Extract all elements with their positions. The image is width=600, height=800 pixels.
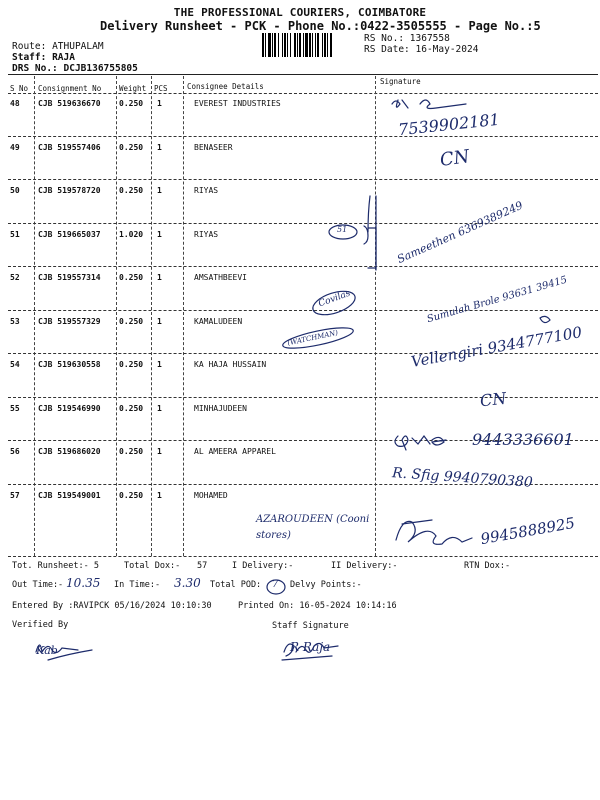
ii-delivery-label: II Delivery:- (331, 561, 398, 571)
out-time-value: 10.35 (66, 576, 101, 590)
row-pcs: 1 (157, 490, 162, 500)
handwriting-r55: 9443336601 (472, 430, 574, 449)
row-weight: 1.020 (119, 229, 144, 239)
handwriting-r57-note: AZAROUDEEN (Cooni stores) (256, 514, 370, 541)
entered-by: Entered By :RAVIPCK 05/16/2024 10:10:30 (12, 601, 212, 611)
rs-date-label: RS Date: (364, 44, 410, 55)
row-consignee: KA HAJA HUSSAIN (194, 360, 267, 369)
table-bottom-rule (8, 556, 598, 557)
row-cno: CJB 519557314 (38, 273, 101, 282)
rs-no-label: RS No.: (364, 33, 405, 44)
row-weight: 0.250 (119, 99, 144, 108)
staff-value: RAJA (52, 52, 75, 63)
row-pcs: 1 (157, 403, 162, 413)
handwriting-r49: CN (438, 146, 471, 171)
total-dox-label: Total Dox:- (124, 561, 181, 571)
verified-by-sign: Kab (36, 644, 58, 657)
row-sno: 54 (10, 360, 20, 369)
col-pcs: PCS (154, 84, 168, 93)
row-consignee: KAMALUDEEN (194, 316, 243, 326)
row-weight: 0.250 (119, 142, 144, 152)
row-cno: CJB 519630558 (38, 360, 101, 369)
verified-by-label: Verified By (12, 620, 69, 630)
row-pcs: 1 (157, 273, 162, 282)
row-consignee: MINHAJUDEEN (194, 403, 247, 413)
row-sno: 51 (10, 229, 20, 239)
col-sno: S No (10, 84, 29, 93)
row-weight: 0.250 (119, 273, 144, 282)
row-pcs: 1 (157, 142, 162, 152)
handwriting-r53-note: (WATCHMAN) (286, 328, 339, 348)
company-title: THE PROFESSIONAL COURIERS, COIMBATORE (173, 6, 427, 19)
row-cno: CJB 519557329 (38, 316, 101, 326)
handwriting-r56: R. Sfig 9940790380 (391, 465, 534, 491)
row-consignee: AL AMEERA APPAREL (194, 447, 276, 456)
handwriting-r50: Sameethen 6369389249 (395, 198, 525, 266)
in-time-label: In Time:- (114, 580, 161, 590)
row-cno: CJB 519578720 (38, 186, 101, 195)
row-cno: CJB 519546990 (38, 403, 101, 413)
handwriting-r53: Vellengiri 9344777100 (409, 323, 584, 371)
tot-pod-label: Total POD: (210, 580, 262, 590)
row-cno: CJB 519686020 (38, 447, 101, 456)
row-pcs: 1 (157, 229, 162, 239)
tot-pod-value: 7 (272, 579, 279, 590)
row-pcs: 1 (157, 99, 162, 108)
handwriting-r52: Sumulah Brole 93631 39415 (425, 274, 569, 326)
row-weight: 0.250 (119, 360, 144, 369)
handwriting-r57: 9945888925 (479, 513, 577, 549)
row-sno: 56 (10, 447, 20, 456)
row-sno: 53 (10, 316, 20, 326)
signature-scribble-55 (395, 436, 446, 450)
route-label: Route: (12, 41, 47, 52)
row-sno: 48 (10, 99, 20, 108)
row-pcs: 1 (157, 316, 162, 326)
staff-label: Staff: (12, 52, 47, 63)
row-weight: 0.250 (119, 403, 144, 413)
row-pcs: 1 (157, 186, 162, 195)
row-consignee: BENASEER (194, 142, 233, 152)
handwriting-circle-51: 51 (337, 225, 348, 234)
rs-date-value: 16-May-2024 (415, 44, 479, 55)
row-cno: CJB 519557406 (38, 142, 101, 152)
row-consignee: MOHAMED (194, 490, 228, 500)
staff-sign: R Raja (290, 640, 331, 654)
printed-on: Printed On: 16-05-2024 10:14:16 (238, 601, 397, 611)
row-cno: CJB 519665037 (38, 229, 101, 239)
col-signature: Signature (380, 77, 421, 86)
rs-no-value: 1367558 (409, 33, 450, 44)
col-consignee: Consignee Details (187, 82, 264, 91)
handwriting-r48: 7539902181 (397, 109, 501, 140)
drs-value: DCJB136755805 (63, 63, 138, 74)
row-sno: 49 (10, 142, 20, 152)
signature-scribble-48 (392, 100, 466, 109)
i-delivery-label: I Delivery:- (232, 561, 294, 571)
tot-runsheet: Tot. Runsheet:- 5 (12, 561, 99, 571)
in-time-value: 3.30 (174, 576, 201, 590)
col-weight: Weight (119, 84, 147, 93)
row-cno: CJB 519636670 (38, 99, 101, 108)
handwriting-r54: CN (479, 388, 508, 411)
route-value: ATHUPALAM (52, 41, 104, 52)
row-sno: 57 (10, 490, 20, 500)
drs-label: DRS No.: (12, 63, 58, 74)
signature-scribble-57 (396, 521, 472, 544)
row-weight: 0.250 (119, 316, 144, 326)
row-sno: 52 (10, 273, 20, 282)
row-consignee: AMSATHBEEVI (194, 273, 247, 282)
row-pcs: 1 (157, 360, 162, 369)
row-consignee: RIYAS (194, 186, 219, 195)
col-consignment: Consignment No (38, 84, 102, 93)
staff-signature-label: Staff Signature (272, 621, 349, 631)
row-sno: 55 (10, 403, 20, 413)
row-consignee: RIYAS (194, 229, 219, 239)
total-dox-value: 57 (197, 561, 208, 571)
rtn-dox-label: RTN Dox:- (464, 561, 511, 571)
out-time-label: Out Time:- (12, 580, 64, 590)
row-weight: 0.250 (119, 447, 144, 456)
row-pcs: 1 (157, 447, 162, 456)
row-consignee: EVEREST INDUSTRIES (194, 99, 281, 108)
handwriting-r52-note: Covilas (317, 288, 352, 310)
row-cno: CJB 519549001 (38, 490, 101, 500)
row-weight: 0.250 (119, 186, 144, 195)
delvy-points-label: Delvy Points:- (290, 580, 362, 590)
row-weight: 0.250 (119, 490, 144, 500)
row-sno: 50 (10, 186, 20, 195)
runsheet-subtitle: Delivery Runsheet - PCK - Phone No.:0422-3505555 - Page No.:5 (100, 19, 541, 33)
